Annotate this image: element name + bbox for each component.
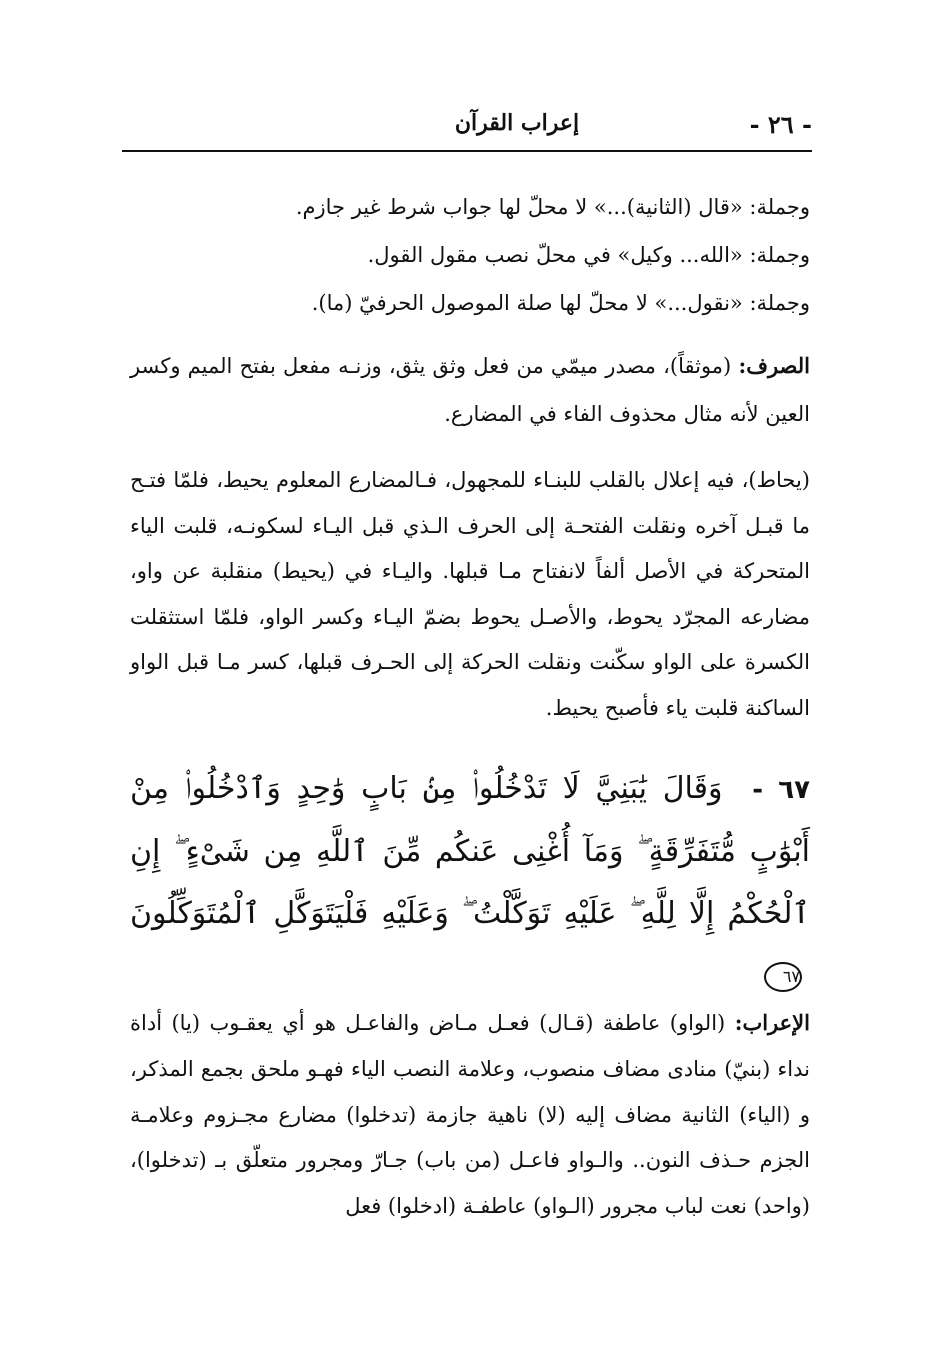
clauses-section (130, 183, 810, 327)
running-title: إعراب القرآن (454, 110, 580, 136)
verse-text: وَقَالَ يَٰبَنِيَّ لَا تَدْخُلُوا۟ مِنۢ بَابٍ وَٰحِدٍ وَٱدْخُلُوا۟ مِنْ أَبْوَٰبٍ مُّتَفَرِّقَةٍ ۖ وَمَآ أُغْنِى عَنكُم مِّنَ ٱللَّهِ مِن شَىْءٍ ۖ إِنِ ٱلْحُكْمُ إِلَّا لِلَّهِ ۖ عَلَيْهِ تَوَكَّلْتُ ۖ وَعَلَيْهِ فَلْيَتَوَكَّلِ ٱلْمُتَوَكِّلُونَ (130, 771, 810, 931)
sarf-label: الصرف: (738, 353, 810, 378)
ayah-end-marker: ٦٧ (764, 962, 802, 992)
verse-paragraph (130, 758, 810, 1007)
clause-line: وجملة: «نقول...» لا محلّ لها صلة الموصول الحرفيّ (ما). (311, 291, 810, 315)
morphology-paragraph: (يحاط)، فيه إعلال بالقلب للبنـاء للمجهول، فـالمضارع المعلوم يحيط، فلمّا فتـح ما قبـل آخره ونقلت الفتحـة إلى الحرف الـذي قبل اليـاء لسكونـه، قلبت الياء المتحركة في الأصل ألفاً لانفتاح مـا قبلها. واليـاء في (يحيط) منقلبة عن واو، مضارعه المجرّد يحوط، والأصـل يحوط بضمّ اليـاء وكسر الواو، فلمّا استثقلت الكسرة على الواو سكّنت ونقلت الحركة إلى الحـرف قبلها، كسر مـا قبل الواو الساكنة قلبت ياء فأصبح يحيط. (130, 468, 810, 720)
header-divider (122, 150, 812, 152)
page-header (122, 108, 812, 152)
morphology-section (130, 458, 810, 731)
irab-paragraph (130, 1000, 810, 1230)
irab-text: (الواو) عاطفة (قـال) فعـل مـاض والفاعـل هو أي يعقـوب (يا) أداة نداء (بنيّ) منادى مضاف منصوب، وعلامة النصب الياء فهـو ملحق بجمع المذكر، و (الياء) الثانية مضاف إليه (لا) ناهية جازمة (تدخلوا) مضارع مجـزوم وعلامـة الجزم حـذف النون.. والـواو فاعـل (من باب) جـارّ ومجرور متعلّق بـ (تدخلوا)، (واحد) نعت لباب مجرور (الـواو) عاطفـة (ادخلوا) فعل (130, 1011, 810, 1219)
quran-verse (130, 758, 810, 1007)
irab-section (130, 1000, 810, 1230)
clause-line: وجملة: «قال (الثانية)...» لا محلّ لها جواب شرط غير جازم. (295, 195, 810, 219)
clause-line: وجملة: «الله... وكيل» في محلّ نصب مقول القول. (367, 243, 810, 267)
verse-number: ٦٧ - (752, 775, 810, 805)
sarf-section (130, 342, 810, 438)
sarf-paragraph (130, 342, 810, 438)
sarf-text: (موثقاً)، مصدر ميمّي من فعل وثق يثق، وزنـه مفعل بفتح الميم وكسر العين لأنه مثال محذوف الفاء في المضارع. (130, 354, 810, 426)
page-number: - ٢٦ - (749, 110, 812, 139)
irab-label: الإعراب: (734, 1010, 810, 1035)
